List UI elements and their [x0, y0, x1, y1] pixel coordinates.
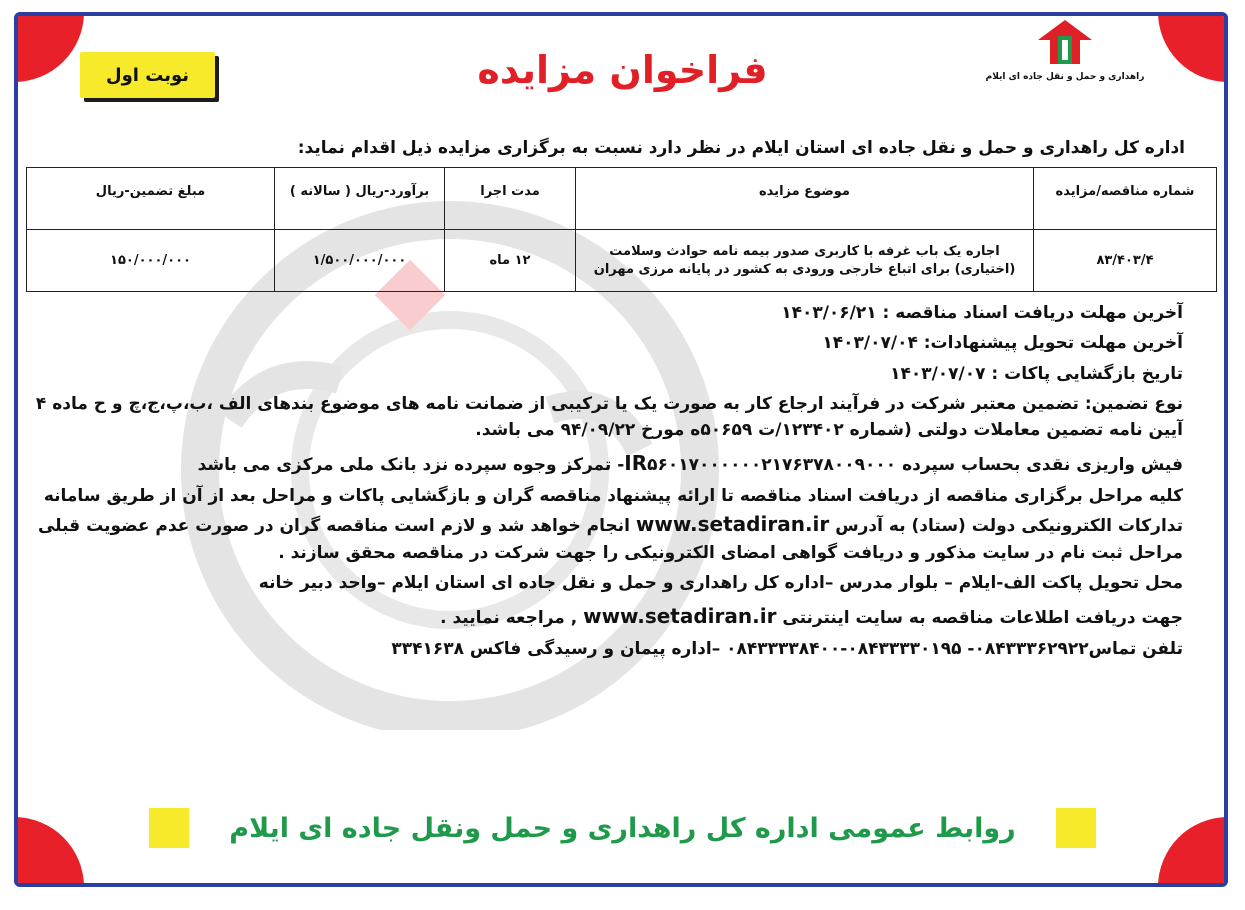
opening-date: تاریخ بازگشایی پاکات : ۱۴۰۳/۰۷/۰۷ [890, 363, 1183, 384]
table-row [27, 230, 1217, 292]
header-duration: مدت اجرا [445, 168, 576, 230]
setad-link[interactable]: www.setadiran.ir [635, 512, 830, 537]
cell-subject [576, 230, 1034, 292]
deposit-prefix: فیش واریزی نقدی بحساب سپرده [902, 454, 1183, 475]
auction-table [26, 167, 1217, 292]
header-number: شماره مناقصه/مزایده [1034, 168, 1217, 230]
notice-body [33, 300, 1183, 666]
iban-digits: ۵۶۰۱۷۰۰۰۰۰۰۲۱۷۶۳۷۸۰۰۹۰۰۰ [647, 454, 897, 475]
procedure-part2: انجام خواهد شد و لازم است مناقصه گران در صورت عدم عضویت قبلی مراحل ثبت نام در سایت مذکور و دریافت گواهی امضای الکترونیکی را جهت شرکت در مناقصه محقق سازند . [37, 516, 1183, 564]
header-guarantee: مبلغ تضمین-ریال [27, 168, 275, 230]
deposit-suffix: - تمرکز وجوه سپرده نزد بانک ملی مرکزی می باشد [197, 454, 625, 475]
footer-text: روابط عمومی اداره کل راهداری و حمل ونقل جاده ای ایلام [229, 812, 1016, 844]
cell-duration: ۱۲ ماه [445, 230, 576, 292]
procedure-part1: کلیه مراحل برگزاری مناقصه از دریافت اسناد مناقصه تا ارائه پیشنهاد مناقصه گران و بازگشایی پاکات و مراحل بعد از آن از طریق سامانه تدارکات الکترونیکی دولت (ستاد) به آدرس [43, 485, 1183, 537]
header-estimate: برآورد-ریال ( سالانه ) [275, 168, 445, 230]
org-caption: راهداری و حمل و نقل جاده ای ایلام [985, 72, 1145, 82]
iban-prefix: IR [624, 450, 648, 475]
round-badge: نوبت اول [80, 52, 215, 98]
header-subject: موضوع مزایده [576, 168, 1034, 230]
guarantee-type: نوع تضمین: تضمین معتبر شرکت در فرآیند ارجاع کار به صورت یک یا ترکیبی از ضمانت نامه های موضوع بندهای الف ،ب،پ،ج،چ و ح ماده ۴ آیین نامه تضمین معاملات دولتی (شماره ۱۲۳۴۰۲/ت ۵۰۶۵۹ه مورخ ۹۴/۰۹/۲۲ می باشد. [35, 394, 1183, 441]
cell-estimate: ۱/۵۰۰/۰۰۰/۰۰۰ [275, 230, 445, 292]
info-prefix: جهت دریافت اطلاعات مناقصه به سایت اینترنتی [782, 607, 1183, 628]
delivery-address: محل تحویل پاکت الف-ایلام – بلوار مدرس –اداره کل راهداری و حمل و نقل جاده ای استان ایلام –واحد دبیر خانه [258, 573, 1183, 594]
cell-guarantee: ۱۵۰/۰۰۰/۰۰۰ [27, 230, 275, 292]
contact-info: تلفن تماس۰۸۴۳۳۳۶۲۹۲۲- ۰۸۴۳۳۳۳۰۱۹۵-۰۸۴۳۳۳۳۸۴۰۰ –اداره پیمان و رسیدگی فاکس ۳۳۴۱۶۳۸ [391, 638, 1183, 659]
deadline-docs: آخرین مهلت دریافت اسناد مناقصه : ۱۴۰۳/۰۶/۲۱ [781, 303, 1183, 323]
footer [0, 808, 1245, 848]
subject-line-2: (اختیاری) برای اتباع خارجی ورودی به کشور در پایانه مرزی مهران [593, 261, 1016, 277]
table-header-row [27, 168, 1217, 230]
page-title: فراخوان مزایده [477, 48, 768, 92]
intro-text: اداره کل راهداری و حمل و نقل جاده ای استان ایلام در نظر دارد نسبت به برگزاری مزایده ذیل اقدام نماید: [297, 138, 1185, 158]
deadline-offers: آخرین مهلت تحویل پیشنهادات: ۱۴۰۳/۰۷/۰۴ [822, 333, 1183, 354]
info-text [33, 601, 1183, 632]
deposit-info [33, 448, 1183, 479]
setad-link-2[interactable]: www.setadiran.ir [583, 603, 777, 628]
info-suffix: , مراجعه نمایید . [440, 607, 578, 628]
footer-square-right [1056, 808, 1096, 848]
cell-number: ۸۳/۴۰۳/۴ [1034, 230, 1217, 292]
subject-line-1: اجاره یک باب غرفه با کاربری صدور بیمه نامه حوادث وسلامت [609, 243, 1000, 259]
footer-square-left [149, 808, 189, 848]
procedure-text [33, 483, 1183, 567]
